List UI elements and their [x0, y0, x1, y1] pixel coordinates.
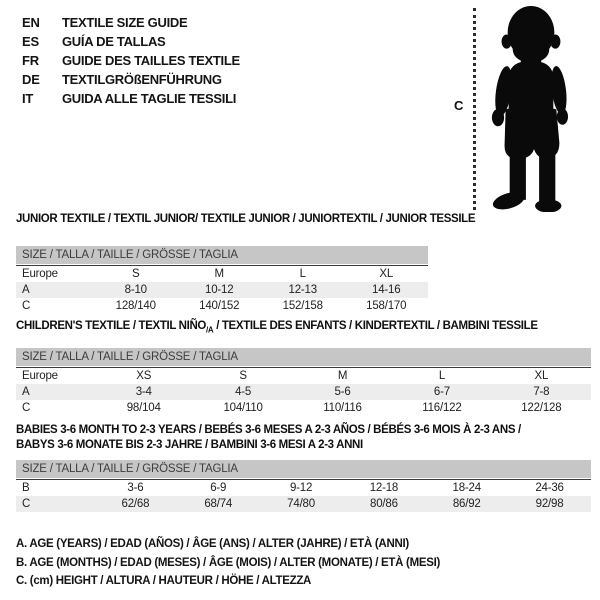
- toddler-silhouette-icon: [484, 4, 580, 212]
- language-row: [22, 32, 240, 51]
- language-row: [22, 70, 240, 89]
- table-cell: 10-12: [205, 284, 234, 296]
- language-title-list: [22, 13, 240, 108]
- table-rows: [16, 265, 428, 314]
- language-code: ES: [22, 34, 39, 49]
- table-row: [16, 282, 428, 298]
- table-cell: 92/98: [535, 498, 564, 510]
- size-header-bar: SIZE / TALLA / TAILLE / GRÖSSE / TAGLIA: [16, 348, 591, 366]
- language-title: TEXTILE SIZE GUIDE: [62, 15, 188, 30]
- language-code: IT: [22, 91, 34, 106]
- language-code: FR: [22, 53, 39, 68]
- table-cell: 128/140: [115, 300, 156, 312]
- table-cell: 4-5: [235, 386, 252, 399]
- table-cell: L: [438, 370, 446, 383]
- table-title: JUNIOR TEXTILE / TEXTIL JUNIOR/ TEXTILE JUNIOR / JUNIORTEXTIL / JUNIOR TESSILE: [16, 213, 476, 225]
- language-row: [22, 13, 240, 32]
- table-row: [16, 266, 428, 282]
- language-row: [22, 51, 240, 70]
- height-dotted-line: [473, 8, 476, 210]
- table-cell: XS: [136, 370, 152, 383]
- table-cell: 122/128: [521, 402, 562, 415]
- table-cell: 3-4: [135, 386, 152, 399]
- table-cell: 104/110: [223, 402, 263, 415]
- table-cell: 98/104: [126, 402, 161, 415]
- footnote-c: C. (cm) HEIGHT / ALTURA / HAUTEUR / HÖHE / ALTEZZA: [16, 575, 312, 587]
- table-cell: 68/74: [204, 498, 233, 510]
- table-cell: 80/86: [370, 498, 398, 510]
- height-measure-figure: [440, 0, 600, 220]
- language-row: [22, 89, 240, 108]
- table-cell: M: [337, 370, 348, 383]
- row-label: A: [22, 284, 30, 296]
- table-title-line-1: BABIES 3-6 MONTH TO 2-3 YEARS / BEBÉS 3-6 MESES A 2-3 AÑOS / BÉBÉS 3-6 MOIS À 2-3 ANS /: [16, 424, 521, 436]
- title-text: CHILDREN'S TEXTILE / TEXTIL NIÑO: [16, 320, 207, 332]
- table-cell: 74/80: [287, 498, 315, 510]
- footnote-b: B. AGE (MONTHS) / EDAD (MESES) / ÂGE (MOIS) / ALTER (MONATE) / ETÀ (MESI): [16, 556, 441, 569]
- junior-size-table: [16, 212, 476, 314]
- table-cell: 140/152: [199, 300, 240, 312]
- table-cell: 9-12: [289, 482, 313, 494]
- row-label: A: [22, 386, 30, 399]
- table-row: [16, 384, 591, 400]
- table-cell: XL: [534, 370, 549, 383]
- table-cell: XL: [379, 268, 394, 280]
- table-row: [16, 368, 591, 384]
- table-cell: 110/116: [323, 402, 362, 415]
- table-cell: 86/92: [452, 498, 481, 510]
- table-cell: 3-6: [127, 482, 144, 494]
- table-row: [16, 298, 428, 314]
- table-cell: 18-24: [452, 482, 481, 494]
- table-cell: 8-10: [124, 284, 147, 296]
- language-code: DE: [22, 72, 40, 87]
- row-label: Europe: [22, 268, 58, 280]
- row-label: B: [22, 482, 30, 494]
- footnote-a: A. AGE (YEARS) / EDAD (AÑOS) / ÂGE (ANS) / ALTER (JAHRE) / ETÀ (ANNI): [16, 538, 409, 550]
- table-cell: 7-8: [533, 386, 550, 399]
- table-rows: [16, 479, 591, 512]
- row-label: C: [22, 300, 31, 312]
- language-title: GUÍA DE TALLAS: [62, 34, 166, 49]
- table-title: [16, 319, 591, 337]
- size-header-bar: SIZE / TALLA / TAILLE / GRÖSSE / TAGLIA: [16, 246, 428, 264]
- language-title: GUIDA ALLE TAGLIE TESSILI: [62, 91, 237, 106]
- language-code: EN: [22, 15, 40, 30]
- row-label: C: [22, 402, 31, 415]
- table-row: [16, 480, 591, 496]
- babies-size-table: [16, 423, 591, 512]
- table-cell: 5-6: [334, 386, 351, 399]
- table-cell: 6-7: [433, 386, 450, 399]
- table-cell: 62/68: [121, 498, 150, 510]
- children-size-table: [16, 319, 591, 416]
- title-text: / TEXTILE DES ENFANTS / KINDERTEXTIL / BAMBINI TESSILE: [213, 320, 538, 332]
- row-label: Europe: [22, 370, 58, 383]
- language-title: GUIDE DES TAILLES TEXTILE: [62, 53, 240, 68]
- size-header-bar: SIZE / TALLA / TAILLE / GRÖSSE / TAGLIA: [16, 460, 591, 478]
- measure-c-label: C: [454, 98, 464, 113]
- row-label: C: [22, 498, 31, 510]
- table-cell: 12-18: [369, 482, 399, 494]
- table-row: [16, 496, 591, 512]
- table-cell: 14-16: [372, 284, 401, 296]
- table-cell: 158/170: [366, 300, 407, 312]
- title-subscript: /A: [206, 325, 214, 335]
- table-cell: 6-9: [210, 482, 227, 494]
- language-title: TEXTILGRÖßENFÜHRUNG: [62, 72, 222, 87]
- table-row: [16, 400, 591, 416]
- table-cell: 24-36: [535, 482, 564, 494]
- table-cell: 152/158: [282, 300, 323, 312]
- table-cell: 116/122: [422, 402, 462, 415]
- table-cell: L: [299, 268, 306, 280]
- table-cell: 12-13: [288, 284, 317, 296]
- table-cell: S: [239, 370, 247, 383]
- table-title-line-2: BABYS 3-6 MONATE BIS 2-3 JAHRE / BAMBINI 3-6 MESI A 2-3 ANNI: [16, 439, 363, 451]
- legend-footnotes: [16, 535, 440, 591]
- table-cell: M: [214, 268, 224, 280]
- table-cell: S: [132, 268, 140, 280]
- table-rows: [16, 367, 591, 416]
